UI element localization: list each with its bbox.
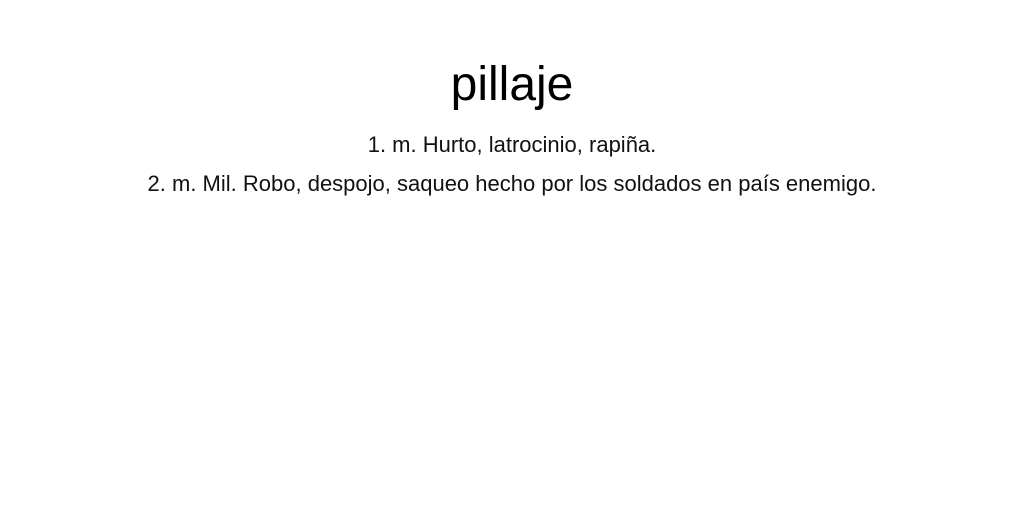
definition-list <box>148 125 877 203</box>
definition-1: 1. m. Hurto, latrocinio, rapiña. <box>367 132 657 157</box>
headword: pillaje <box>450 58 574 111</box>
definition-2: 2. m. Mil. Robo, despojo, saqueo hecho por los soldados en país enemigo. <box>147 171 877 196</box>
